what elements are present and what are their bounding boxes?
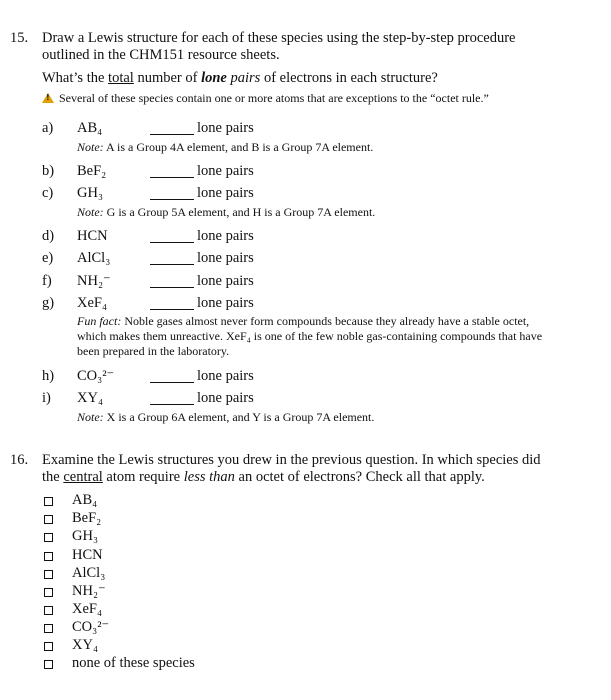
q16-number: 16. [10,452,29,468]
item-e-species: AlCl₃ [77,250,111,266]
item-i-lone-pairs-label: lone pairs [197,390,254,406]
item-f-answer-blank[interactable] [150,275,194,288]
item-a-lone-pairs-label: lone pairs [197,120,254,136]
q15-line1: Draw a Lewis structure for each of these species using the step-by-step procedure [42,30,516,46]
item-c-species: GH₃ [77,185,103,201]
fun-fact-line1: Fun fact: Noble gases almost never form compounds because they already have a stable octet, [77,314,530,328]
option-label-bef2: BeF₂ [72,510,102,526]
q16-central-underlined: central [63,469,103,485]
item-e-letter: e) [42,250,54,266]
option-label-xef4: XeF₄ [72,601,103,617]
item-a-species: AB₄ [77,120,103,136]
item-b-species: BeF₂ [77,163,107,179]
note-a: Note: A is a Group 4A element, and B is a Group 7A element. [77,140,374,154]
item-d-lone-pairs-label: lone pairs [197,228,254,244]
q16-line2: the central atom require less than an octet of electrons? Check all that apply. [42,469,485,485]
warning-icon [42,93,54,103]
note-c: Note: G is a Group 5A element, and H is a Group 7A element. [77,205,376,219]
item-d-answer-blank[interactable] [150,230,194,243]
item-h-answer-blank[interactable] [150,370,194,383]
item-g-species: XeF₄ [77,295,108,311]
option-label-ab4: AB₄ [72,492,98,508]
checkbox-gh3[interactable] [44,533,53,542]
item-e-lone-pairs-label: lone pairs [197,250,254,266]
checkbox-ab4[interactable] [44,497,53,506]
item-b-letter: b) [42,163,55,179]
q16-line1: Examine the Lewis structures you drew in the previous question. In which species did [42,452,541,468]
item-i-answer-blank[interactable] [150,392,194,405]
item-h-letter: h) [42,368,55,384]
option-label-xy4: XY₄ [72,637,98,653]
option-label-none: none of these species [72,655,195,671]
checkbox-hcn[interactable] [44,552,53,561]
q15-warning: !Several of these species contain one or more atoms that are exceptions to the “octet rule.” [42,91,489,106]
checkbox-nh2[interactable] [44,588,53,597]
q15-total-underlined: total [108,70,134,86]
item-g-letter: g) [42,295,55,311]
item-c-letter: c) [42,185,54,201]
item-d-species: HCN [77,228,108,244]
item-h-lone-pairs-label: lone pairs [197,368,254,384]
checkbox-alcl3[interactable] [44,570,53,579]
checkbox-co3[interactable] [44,624,53,633]
item-a-answer-blank[interactable] [150,122,194,135]
item-b-lone-pairs-label: lone pairs [197,163,254,179]
item-f-lone-pairs-label: lone pairs [197,273,254,289]
item-g-lone-pairs-label: lone pairs [197,295,254,311]
checkbox-bef2[interactable] [44,515,53,524]
option-label-alcl3: AlCl₃ [72,565,106,581]
fun-fact-line3: been prepared in the laboratory. [77,344,230,358]
item-c-answer-blank[interactable] [150,187,194,200]
item-b-answer-blank[interactable] [150,165,194,178]
note-i: Note: X is a Group 6A element, and Y is a Group 7A element. [77,410,375,424]
option-label-nh2: NH₂⁻ [72,583,106,599]
checkbox-xef4[interactable] [44,606,53,615]
checkbox-none[interactable] [44,660,53,669]
item-i-letter: i) [42,390,51,406]
option-label-gh3: GH₃ [72,528,98,544]
q15-line2: outlined in the CHM151 resource sheets. [42,47,280,63]
q15-lone-emphasis: lone [201,70,227,86]
option-label-co3: CO₃²⁻ [72,619,110,635]
q15-question: What’s the total number of lone pairs of electrons in each structure? [42,70,438,86]
q16-less-than-emphasis: less than [183,469,235,485]
item-e-answer-blank[interactable] [150,252,194,265]
item-a-letter: a) [42,120,54,136]
item-i-species: XY₄ [77,390,103,406]
item-f-species: NH₂⁻ [77,273,111,289]
q15-number: 15. [10,30,29,46]
item-d-letter: d) [42,228,55,244]
item-c-lone-pairs-label: lone pairs [197,185,254,201]
item-f-letter: f) [42,273,52,289]
item-g-answer-blank[interactable] [150,297,194,310]
fun-fact-line2: which makes them unreactive. XeF₄ is one of the few noble gas-containing compounds that have [77,329,543,343]
checkbox-xy4[interactable] [44,642,53,651]
item-h-species: CO₃²⁻ [77,368,115,384]
option-label-hcn: HCN [72,547,103,563]
